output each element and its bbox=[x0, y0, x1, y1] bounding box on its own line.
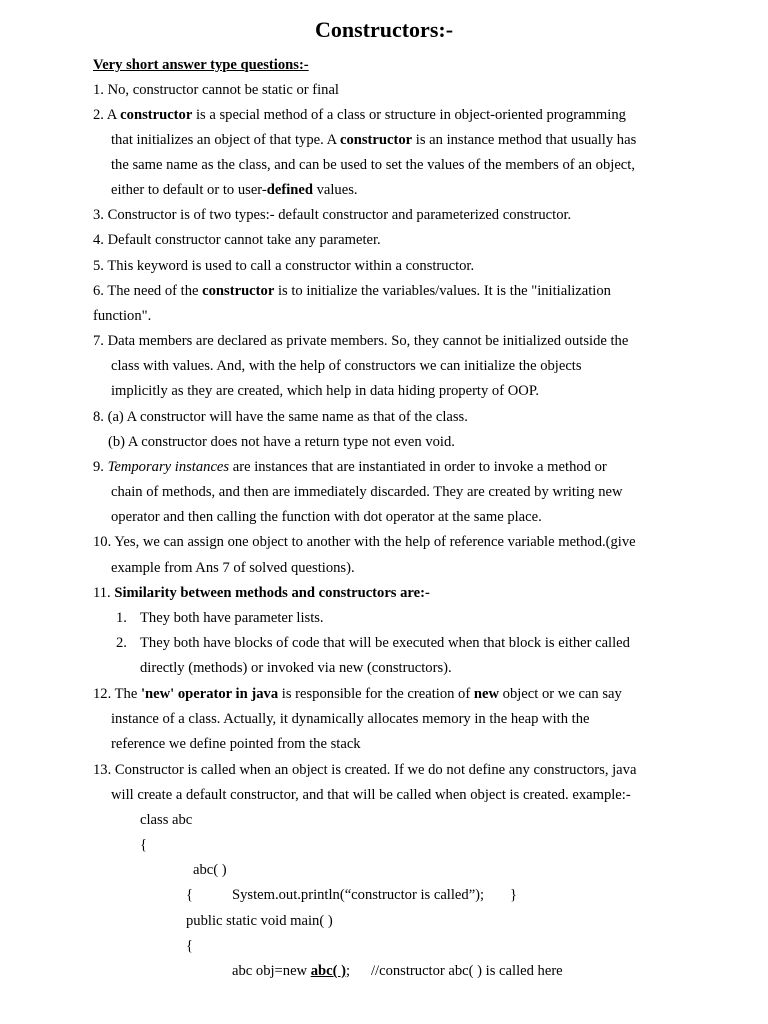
code-line-class: class abc bbox=[140, 812, 193, 828]
answer-11-item-2-line-1: They both have blocks of code that will be executed when that block is either called bbox=[140, 635, 630, 651]
code-line-println: System.out.println(“constructor is called”); bbox=[232, 887, 485, 903]
code-line-constructor: abc( ) bbox=[193, 862, 227, 878]
answer-8-line-2: (b) A constructor does not have a return type not even void. bbox=[108, 434, 455, 450]
answer-7-line-3: implicitly as they are created, which help in data hiding property of OOP. bbox=[111, 383, 539, 399]
answer-13-line-1: 13. Constructor is called when an object is created. If we do not define any constructors, java bbox=[93, 762, 637, 778]
answer-1: 1. No, constructor cannot be static or final bbox=[93, 82, 339, 98]
answer-8-line-1: 8. (a) A constructor will have the same name as that of the class. bbox=[93, 409, 468, 425]
answer-10-line-1: 10. Yes, we can assign one object to another with the help of reference variable method.(give bbox=[93, 534, 636, 550]
answer-13-line-2: will create a default constructor, and that will be called when object is created. example:- bbox=[111, 787, 631, 803]
answer-3: 3. Constructor is of two types:- default constructor and parameterized constructor. bbox=[93, 207, 572, 223]
code-line-open-brace: { bbox=[140, 837, 148, 853]
page-title: Constructors:- bbox=[314, 17, 454, 42]
answer-9-line-3: operator and then calling the function with dot operator at the same place. bbox=[111, 509, 542, 525]
section-subheading: Very short answer type questions:- bbox=[93, 57, 309, 73]
answer-2-line-3: the same name as the class, and can be used to set the values of the members of an object, bbox=[111, 157, 635, 173]
code-line-comment: //constructor abc( ) is called here bbox=[371, 963, 563, 979]
answer-12-line-1: 12. The 'new' operator in java is responsible for the creation of new object or we can say bbox=[93, 686, 622, 702]
answer-5: 5. This keyword is used to call a constructor within a constructor. bbox=[93, 258, 475, 274]
answer-10-line-2: example from Ans 7 of solved questions). bbox=[111, 560, 355, 576]
answer-11-item-2-number: 2. bbox=[116, 635, 127, 651]
answer-12-line-3: reference we define pointed from the stack bbox=[111, 736, 361, 752]
answer-11-item-1-number: 1. bbox=[116, 610, 127, 626]
answer-12-line-2: instance of a class. Actually, it dynamically allocates memory in the heap with the bbox=[111, 711, 590, 727]
code-line-constructor-body-open: { bbox=[186, 887, 194, 903]
answer-11-heading: 11. Similarity between methods and constructors are:- bbox=[93, 585, 430, 601]
code-line-object-creation: abc obj=new abc( ); bbox=[232, 963, 351, 979]
answer-2-line-2: that initializes an object of that type. A constructor is an instance method that usually has bbox=[111, 132, 637, 148]
answer-6-line-2: function". bbox=[93, 308, 152, 324]
answer-7-line-1: 7. Data members are declared as private members. So, they cannot be initialized outside the bbox=[93, 333, 629, 349]
answer-9-line-2: chain of methods, and then are immediately discarded. They are created by writing new bbox=[111, 484, 623, 500]
answer-2-line-1: 2. A constructor is a special method of a class or structure in object-oriented programming bbox=[93, 107, 626, 123]
answer-4: 4. Default constructor cannot take any parameter. bbox=[93, 232, 381, 248]
answer-9-line-1: 9. Temporary instances are instances that are instantiated in order to invoke a method or bbox=[93, 459, 607, 475]
answer-11-item-1: They both have parameter lists. bbox=[140, 610, 324, 626]
answer-7-line-2: class with values. And, with the help of constructors we can initialize the objects bbox=[111, 358, 582, 374]
answer-2-line-4: either to default or to user-defined values. bbox=[111, 182, 358, 198]
code-line-constructor-body-close: } bbox=[510, 887, 518, 903]
answer-6-line-1: 6. The need of the constructor is to initialize the variables/values. It is the "initialization bbox=[93, 283, 611, 299]
code-line-main: public static void main( ) bbox=[186, 913, 333, 929]
code-line-main-open-brace: { bbox=[186, 938, 194, 954]
answer-11-item-2-line-2: directly (methods) or invoked via new (constructors). bbox=[140, 660, 452, 676]
